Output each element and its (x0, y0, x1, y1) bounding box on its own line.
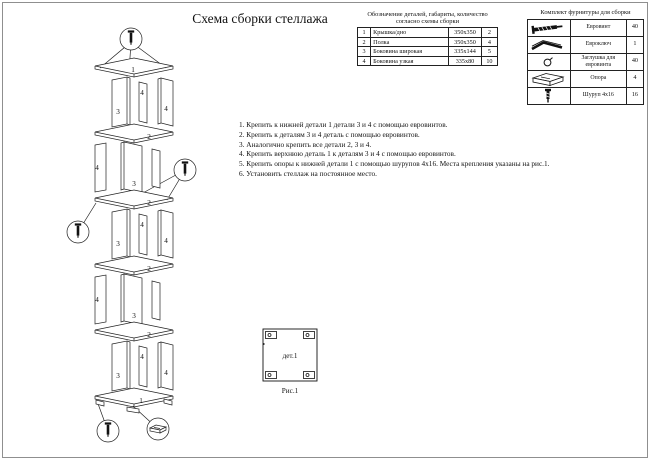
table-row: 1 Крышка/дно 350x350 2 (358, 28, 498, 38)
part-label: 4 (140, 89, 144, 97)
table-row: Шуруп 4x16 16 (528, 87, 644, 104)
support-icon (529, 71, 567, 87)
module-panels (95, 274, 160, 325)
part-label: 2 (147, 133, 151, 141)
table-row: 3 Боковина широкая 335x144 5 (358, 47, 498, 57)
table-row: Евроключ 1 (528, 36, 644, 53)
part-label: 2 (147, 331, 151, 339)
part-label: 4 (140, 221, 144, 229)
shelf (95, 322, 173, 341)
module-panels (112, 77, 173, 127)
instruction-item: 2. Крепить к деталям 3 и 4 деталь с помощью евровинтов. (239, 129, 420, 139)
fittings-table (527, 19, 644, 105)
figure1-drawing (258, 327, 322, 385)
part-label: 4 (164, 237, 168, 245)
screw-callout-bottom (97, 420, 119, 442)
euroscrew-callout-left (67, 221, 89, 243)
shelf (95, 256, 173, 275)
figure1-caption: Рис.1 (281, 387, 299, 395)
shelf (95, 190, 173, 209)
part-label: 3 (132, 312, 136, 320)
instructions-list (239, 120, 641, 179)
euroscrew-callout-top (120, 28, 142, 50)
hexkey-icon (529, 37, 567, 53)
instruction-item: 5. Крепить опоры к нижней детали 1 с помощью шурупов 4x16. Места крепления указаны на рис.1. (239, 159, 550, 169)
part-label: 3 (116, 372, 120, 380)
instruction-item: 3. Аналогично крепить все детали 2, 3 и 4. (239, 139, 372, 149)
table-row: Заглушка для евровинта 40 (528, 53, 644, 70)
module-panels (112, 341, 173, 391)
fittings-table-title: Комплект фурнитуры для сборки (540, 9, 631, 16)
part-label: 3 (116, 108, 120, 116)
part-label: 4 (164, 105, 168, 113)
part-label: 4 (95, 164, 99, 172)
table-row: Евровинт 40 (528, 19, 644, 36)
part-label: 3 (116, 240, 120, 248)
table-row: 4 Боковина узкая 335x80 10 (358, 56, 498, 66)
fittings-table-block (527, 9, 644, 105)
instruction-item: 1. Крепить к нижней детали 1 детали 3 и 4 с помощью евровинтов. (239, 120, 448, 129)
assembly-diagram (55, 14, 227, 450)
page-title: Схема сборки стеллажа (192, 11, 328, 26)
euroscrew-callout-right (174, 159, 196, 181)
part-label: 4 (140, 353, 144, 361)
part-label: 1 (131, 66, 135, 74)
figure1 (257, 327, 323, 395)
module-panels (95, 142, 160, 193)
table-row: 2 Полка 350x350 4 (358, 37, 498, 47)
plug-icon (529, 54, 567, 70)
part-label: 3 (132, 180, 136, 188)
part-label: 4 (164, 369, 168, 377)
part-label: 2 (147, 265, 151, 273)
euroscrew-icon (529, 20, 567, 36)
support-callout-bottom (147, 418, 169, 440)
table-row: Опора 4 (528, 70, 644, 87)
screw-icon (529, 88, 567, 104)
instruction-item: 4. Крепить верхнюю деталь 1 к деталям 3 и 4 с помощью евровинтов. (239, 149, 456, 159)
shelf (95, 124, 173, 143)
part-label: 4 (95, 296, 99, 304)
parts-table-block (357, 11, 498, 66)
bottom-panel (95, 388, 173, 413)
figure1-part-label: дет.1 (282, 352, 298, 360)
part-label: 2 (147, 199, 151, 207)
parts-table-caption: Обозначение деталей, габариты, количество согласно схемы сборки (367, 11, 488, 26)
parts-table (357, 27, 498, 66)
part-label: 1 (139, 397, 143, 405)
instruction-item: 6. Установить стеллаж на постоянное место. (239, 168, 377, 178)
module-panels (112, 209, 173, 259)
